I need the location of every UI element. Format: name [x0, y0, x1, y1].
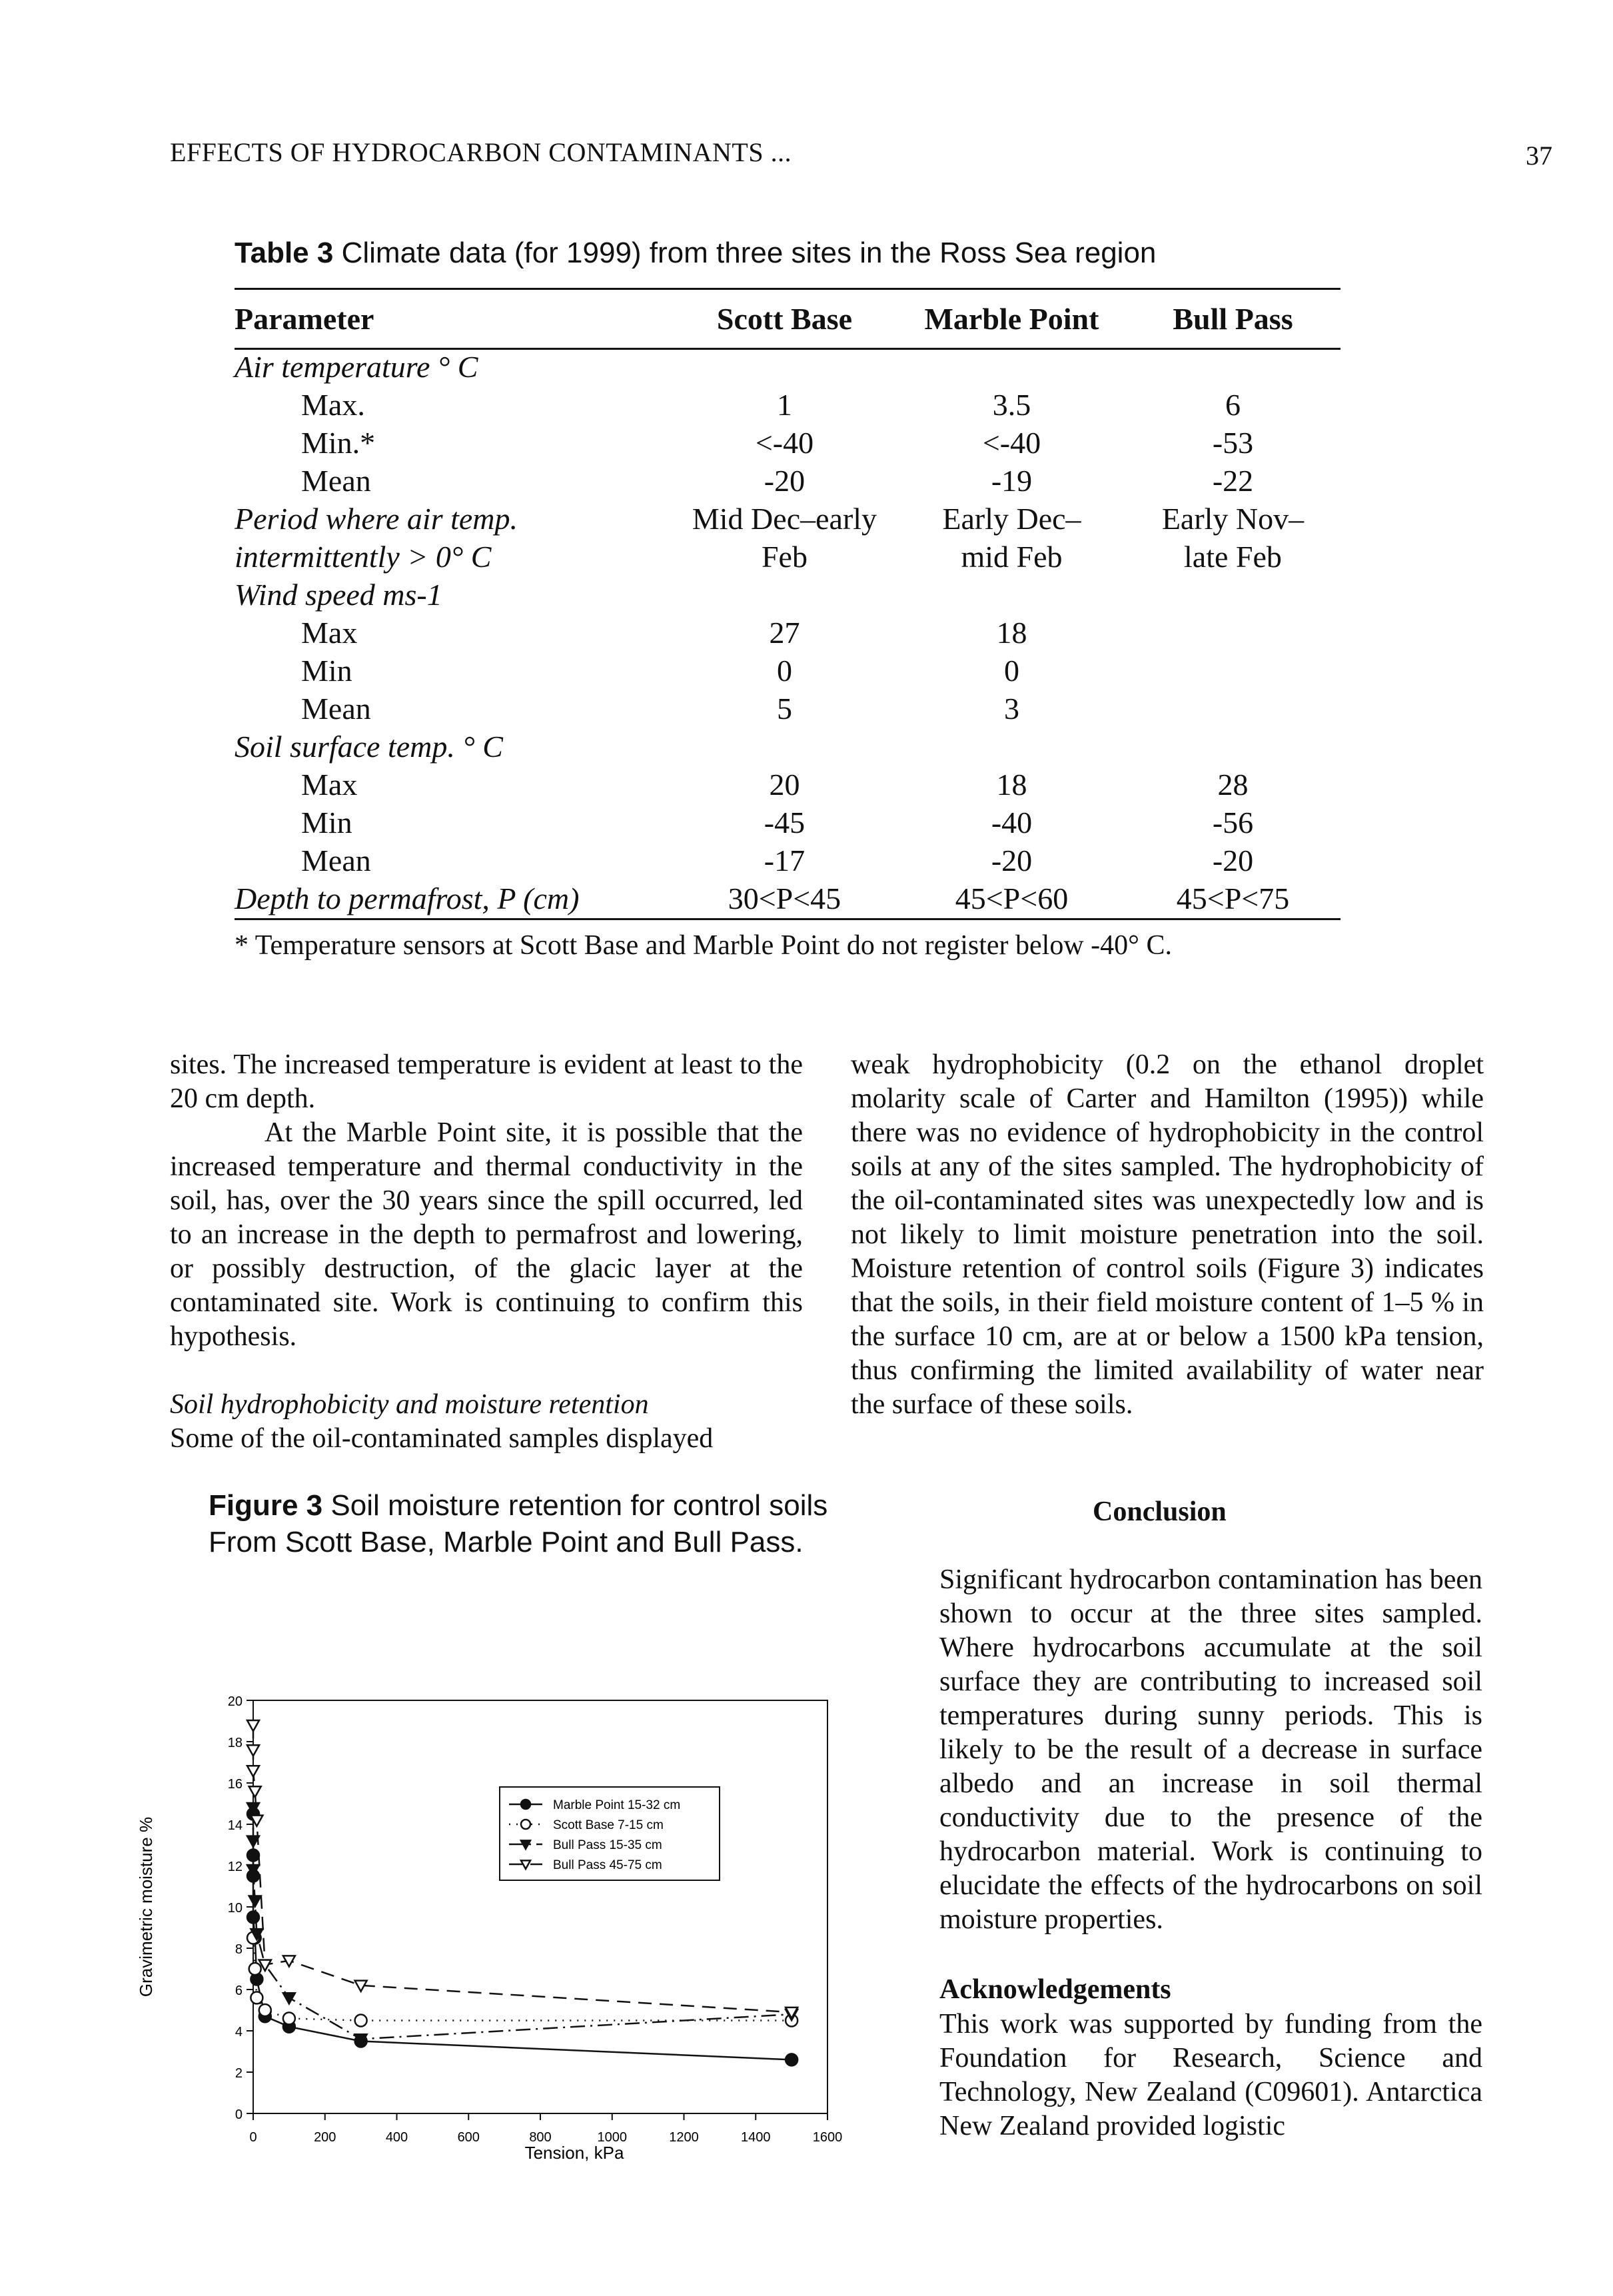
row-value: [1125, 614, 1341, 652]
x-tick-label: 0: [249, 2130, 257, 2145]
left-paragraph-1: sites. The increased temperature is evident at least to the 20 cm depth.: [170, 1049, 803, 1114]
row-value: 27: [769, 616, 800, 650]
row-label: Depth to permafrost, P (cm): [235, 881, 580, 915]
table-row: [235, 538, 1341, 576]
data-point: [249, 1786, 261, 1797]
legend-label: Scott Base 7-15 cm: [553, 1818, 664, 1832]
row-value: -40: [991, 806, 1033, 840]
data-point: [249, 1963, 261, 1975]
row-value: -20: [991, 844, 1033, 877]
figure-caption-line-2: From Scott Base, Marble Point and Bull Pass.: [209, 1526, 804, 1558]
conclusion-text: Significant hydrocarbon contamination has been shown to occur at the three sites sampled. Where hydrocarbons accumulate at the soil surface they are contributing to increased soil temperatures during sunny periods. This is likely to be the result of a decrease in surface albedo and an increase in soil thermal conductivity due to the presence of the hydrocarbon material. Work is continuing to elucidate the effects of the hydrocarbons on soil moisture properties.: [939, 1564, 1482, 1935]
x-tick-label: 1000: [597, 2130, 627, 2145]
figure-caption-label: Figure 3: [209, 1489, 323, 1522]
row-value: [1125, 348, 1341, 386]
header-parameter: Parameter: [235, 302, 374, 336]
x-tick-label: 400: [385, 2130, 408, 2145]
row-value: -56: [1212, 806, 1254, 840]
table-row: [235, 576, 1341, 614]
table-row: [235, 386, 1341, 424]
row-label: Mean: [301, 844, 371, 877]
table-caption-text: Climate data (for 1999) from three sites in the Ross Sea region: [333, 237, 1157, 269]
table-caption: [235, 237, 1156, 270]
climate-table: [235, 290, 1341, 917]
y-tick-label: 8: [235, 1942, 243, 1957]
row-value: 45<P<60: [955, 881, 1069, 915]
x-tick-label: 200: [314, 2130, 336, 2145]
table-row: [235, 804, 1341, 842]
row-label: Max.: [301, 388, 365, 422]
section-subheading: Soil hydrophobicity and moisture retention: [170, 1389, 649, 1420]
table-row: [235, 766, 1341, 804]
table-footnote: * Temperature sensors at Scott Base and Marble Point do not register below -40° C.: [235, 930, 1172, 961]
table-row: [235, 879, 1341, 917]
row-value: -22: [1212, 464, 1254, 498]
chart-legend: [500, 1787, 720, 1880]
table-row: [235, 690, 1341, 728]
row-label: Period where air temp.: [235, 502, 518, 536]
y-tick-label: 4: [235, 2025, 243, 2039]
x-tick-label: 800: [529, 2130, 552, 2145]
x-tick-label: 1400: [741, 2130, 771, 2145]
figure-caption: [209, 1487, 827, 1560]
table-caption-label: Table 3: [235, 237, 334, 269]
data-point: [247, 1720, 259, 1731]
row-value: Feb: [761, 540, 807, 574]
data-point: [786, 2053, 798, 2065]
table-bottom-rule: [235, 918, 1341, 920]
row-value: [898, 728, 1125, 766]
row-label: Min.*: [301, 426, 376, 460]
y-tick-label: 12: [227, 1860, 243, 1874]
header-bull-pass: Bull Pass: [1173, 302, 1293, 336]
row-value: -20: [1212, 844, 1254, 877]
conclusion-heading: Conclusion: [1093, 1496, 1227, 1527]
header-scott-base: Scott Base: [716, 302, 853, 336]
table-row: [235, 348, 1341, 386]
acknowledgements-text: This work was supported by funding from the Foundation for Research, Science and Technology, New Zealand (C09601). Antarctica New Zealand provided logistic: [939, 2009, 1482, 2141]
chart-axes: [228, 1694, 843, 2145]
row-value: 0: [776, 654, 792, 688]
left-paragraph-2: At the Marble Point site, it is possible that the increased temperature and thermal conductivity in the soil, has, over the 30 years since the spill occurred, led to an increase in the depth to permafrost and lowering, or possibly destruction, of the glacic layer at the contaminated site. Work is continuing to confirm this hypothesis.: [170, 1117, 803, 1352]
table-row: [235, 500, 1341, 538]
row-value: Early Nov–: [1161, 502, 1305, 536]
row-value: -45: [764, 806, 806, 840]
row-value: Early Dec–: [942, 502, 1081, 536]
row-value: 30<P<45: [728, 881, 841, 915]
figure-caption-line-1: Soil moisture retention for control soils: [322, 1489, 828, 1522]
y-tick-label: 2: [235, 2066, 243, 2081]
row-value: 28: [1217, 768, 1249, 802]
row-value: Mid Dec–early: [692, 502, 877, 536]
table-row: [235, 728, 1341, 766]
table-row: [235, 424, 1341, 462]
x-axis-label: Tension, kPa: [524, 2143, 624, 2163]
row-value: -19: [991, 464, 1033, 498]
row-value: [671, 348, 898, 386]
moisture-retention-chart: [127, 1666, 893, 2172]
table-header-row: [235, 290, 1341, 348]
page-number: 37: [1526, 141, 1552, 171]
y-tick-label: 6: [235, 1984, 243, 1998]
row-label: Soil surface temp. ° C: [235, 730, 503, 764]
right-column: [851, 1048, 1484, 1422]
row-label: Min: [301, 806, 352, 840]
row-label: Air temperature ° C: [235, 350, 478, 384]
legend-label: Bull Pass 45-75 cm: [553, 1858, 662, 1872]
data-point: [355, 2015, 367, 2027]
row-value: 1: [776, 388, 792, 422]
row-value: [671, 728, 898, 766]
data-point: [247, 1912, 259, 1924]
data-point: [521, 1820, 530, 1829]
series-scott-base-7-15-cm: [247, 1932, 798, 2027]
row-label: Max: [301, 616, 358, 650]
data-point: [283, 1993, 295, 2004]
y-tick-label: 10: [227, 1901, 243, 1916]
table-row: [235, 842, 1341, 879]
row-value: [898, 348, 1125, 386]
left-column: [170, 1048, 803, 1456]
row-value: 3.5: [992, 388, 1031, 422]
row-value: 0: [1003, 654, 1019, 688]
row-value: -17: [764, 844, 806, 877]
row-value: <-40: [982, 426, 1041, 460]
y-tick-label: 16: [227, 1777, 243, 1792]
data-point: [249, 1896, 261, 1907]
x-tick-label: 600: [457, 2130, 480, 2145]
y-tick-label: 0: [235, 2107, 243, 2122]
left-paragraph-3: Some of the oil-contaminated samples displayed: [170, 1423, 714, 1454]
row-label: Mean: [301, 464, 371, 498]
chart-series: [247, 1720, 798, 2065]
running-head: EFFECTS OF HYDROCARBON CONTAMINANTS ...: [170, 137, 792, 167]
x-tick-label: 1600: [812, 2130, 843, 2145]
row-value: 20: [769, 768, 800, 802]
row-value: late Feb: [1184, 540, 1282, 574]
row-value: [1125, 652, 1341, 690]
row-label: Min: [301, 654, 352, 688]
row-value: <-40: [755, 426, 814, 460]
data-point: [247, 1745, 259, 1756]
y-axis-label: Gravimetric moisture %: [136, 1816, 156, 1998]
row-label: Wind speed ms-1: [235, 578, 442, 612]
right-paragraph-1: weak hydrophobicity (0.2 on the ethanol droplet molarity scale of Carter and Hamilton (1995)) while there was no evidence of hydrophobicity in the control soils at any of the sites sampled. The hydrophobicity of the oil-contaminated sites was unexpectedly low and is not likely to limit moisture penetration into the soil. Moisture retention of control soils (Figure 3) indicates that the soils, in their field moisture content of 1–5 % in the surface 10 cm, are at or below a 1500 kPa tension, thus confirming the limited availability of water near the surface of these soils.: [851, 1049, 1484, 1420]
legend-label: Bull Pass 15-35 cm: [553, 1838, 662, 1852]
series-line: [253, 1938, 792, 2021]
y-tick-label: 14: [227, 1818, 243, 1833]
data-point: [521, 1800, 530, 1809]
row-value: 5: [776, 692, 792, 726]
row-label: Mean: [301, 692, 371, 726]
row-value: 6: [1225, 388, 1241, 422]
row-label: Max: [301, 768, 358, 802]
data-point: [259, 2004, 271, 2016]
row-value: [1125, 576, 1341, 614]
header-marble-point: Marble Point: [924, 302, 1099, 336]
row-value: 18: [996, 616, 1027, 650]
row-value: -53: [1212, 426, 1254, 460]
row-value: [1125, 690, 1341, 728]
row-value: mid Feb: [961, 540, 1063, 574]
acknowledgements-heading: Acknowledgements: [939, 1974, 1171, 2005]
row-value: [898, 576, 1125, 614]
legend-label: Marble Point 15-32 cm: [553, 1798, 681, 1812]
row-value: 3: [1003, 692, 1019, 726]
row-label: intermittently > 0° C: [235, 540, 492, 574]
plot-frame: [253, 1700, 827, 2113]
data-point: [247, 1766, 259, 1776]
data-point: [251, 1992, 263, 2004]
row-value: 45<P<75: [1176, 881, 1290, 915]
x-tick-label: 1200: [669, 2130, 699, 2145]
table-row: [235, 652, 1341, 690]
row-value: 18: [996, 768, 1027, 802]
y-tick-label: 18: [227, 1736, 243, 1750]
table-row: [235, 614, 1341, 652]
row-value: [1125, 728, 1341, 766]
data-point: [283, 2012, 295, 2024]
y-tick-label: 20: [227, 1694, 243, 1709]
table-row: [235, 462, 1341, 500]
row-value: [671, 576, 898, 614]
table-body: [235, 348, 1341, 917]
row-value: -20: [764, 464, 806, 498]
